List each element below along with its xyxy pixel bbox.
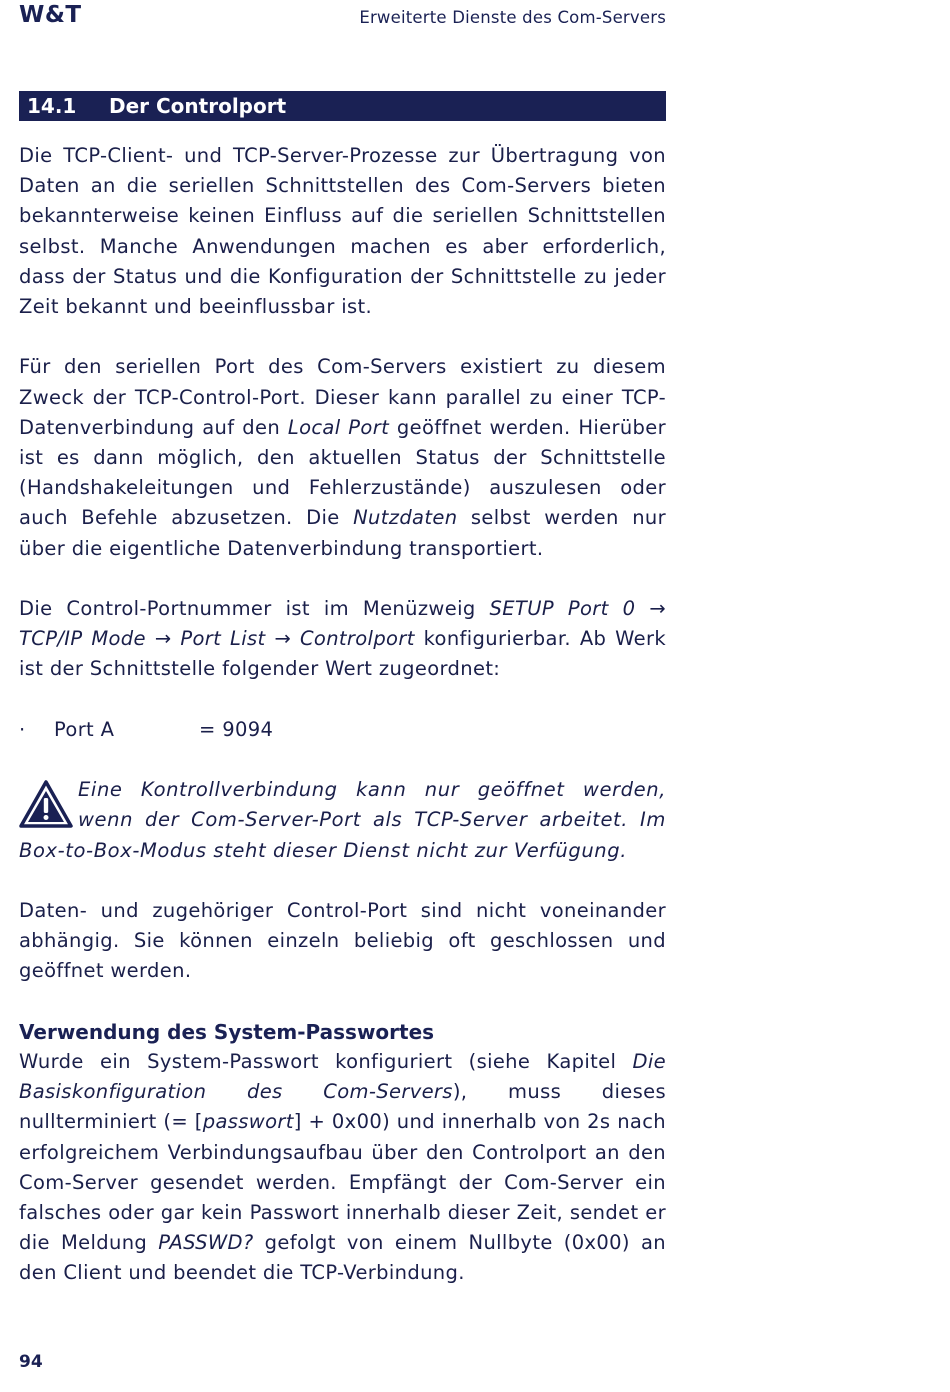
paragraph-password-text-1: Wurde ein System-Passwort konfiguriert (siehe Kapitel	[19, 1050, 633, 1073]
page-number: 94	[19, 1352, 43, 1372]
paragraph-password	[19, 1047, 666, 1289]
section-heading-bar	[19, 91, 666, 121]
paragraph-password-text-3: ] + 0x00) und innerhalb von 2s nach erfolgreichem Verbindungsaufbau über den Controlport an den Com-Server gesendet werden. Empfängt der Com-Server ein falsches oder gar kein Passwort innerhalb dieser Zeit, sendet er die Meldung	[19, 1110, 666, 1255]
port-value: = 9094	[199, 717, 274, 741]
page-body	[19, 141, 666, 1319]
paragraph-password-text-4: gefolgt von einem Nullbyte (0x00) an den Client und beendet die TCP-Verbindung.	[19, 1231, 666, 1285]
paragraph-port-number-text-a: Die Control-Portnummer ist im Menüzweig	[19, 597, 490, 621]
password-subheading: Verwendung des System-Passwortes	[19, 1019, 435, 1044]
paragraph-independence-text: Daten- und zugehöriger Control-Port sind nicht voneinander abhängig. Sie können einzeln beliebig oft geschlossen und geöffnet werden.	[19, 899, 666, 983]
menu-path: SETUP Port 0 → TCP/IP Mode → Port List → Controlport	[19, 597, 666, 651]
passwd-message-term: PASSWD?	[158, 1231, 254, 1255]
paragraph-control-port-text-c: selbst werden nur über die eigentliche Datenverbindung transportiert.	[19, 506, 666, 560]
paragraph-port-number-text-b: konfigurierbar. Ab Werk ist der Schnittstelle folgender Wert zugeordnet:	[19, 627, 666, 681]
bullet-dot: ·	[19, 717, 26, 741]
paragraph-control-port-text-b: geöffnet werden. Hierüber ist es dann möglich, den aktuellen Status der Schnittstelle (Handshakeleitungen und Fehlerzustände) auszulesen oder auch Befehle abzusetzen. Die	[19, 415, 666, 530]
nutzdaten-term: Nutzdaten	[353, 506, 458, 530]
paragraph-password-text-2: ), muss dieses nullterminiert (= [	[19, 1080, 667, 1134]
warning-triangle-icon	[18, 779, 74, 829]
paragraph-control-port-text-a: Für den seriellen Port des Com-Servers existiert zu diesem Zweck der TCP-Control-Port. Dieser kann parallel zu einer TCP-Datenverbindung auf den	[19, 355, 666, 439]
running-header-title: Erweiterte Dienste des Com-Servers	[359, 8, 666, 27]
paragraph-port-number	[19, 594, 666, 685]
local-port-term: Local Port	[287, 415, 390, 439]
paragraph-intro	[19, 141, 666, 322]
port-label: Port A	[54, 717, 115, 741]
chapter-reference: Die Basiskonfiguration des Com-Servers	[19, 1050, 666, 1104]
password-placeholder-term: passwort	[202, 1110, 294, 1134]
brand-logo: W&T	[19, 2, 82, 28]
paragraph-independence	[19, 896, 666, 987]
port-value-list-item	[19, 715, 666, 745]
section-title: Der Controlport	[109, 94, 287, 118]
paragraph-control-port	[19, 352, 666, 563]
section-number: 14.1	[27, 94, 77, 118]
warning-note	[19, 775, 666, 866]
warning-text: Eine Kontrollverbindung kann nur geöffnet werden, wenn der Com-Server-Port als TCP-Server arbeitet. Im Box-to-Box-Modus steht dieser Dienst nicht zur Verfügung.	[19, 778, 666, 862]
paragraph-intro-text: Die TCP-Client- und TCP-Server-Prozesse zur Übertragung von Daten an die seriellen Schnittstellen des Com-Servers bieten bekannterweise keinen Einfluss auf die seriellen Schnittstellen selbst. Manche Anwendungen machen es aber erforderlich, dass der Status und die Konfiguration der Schnittstelle zu jeder Zeit bekannt und beeinflussbar ist.	[19, 144, 666, 319]
